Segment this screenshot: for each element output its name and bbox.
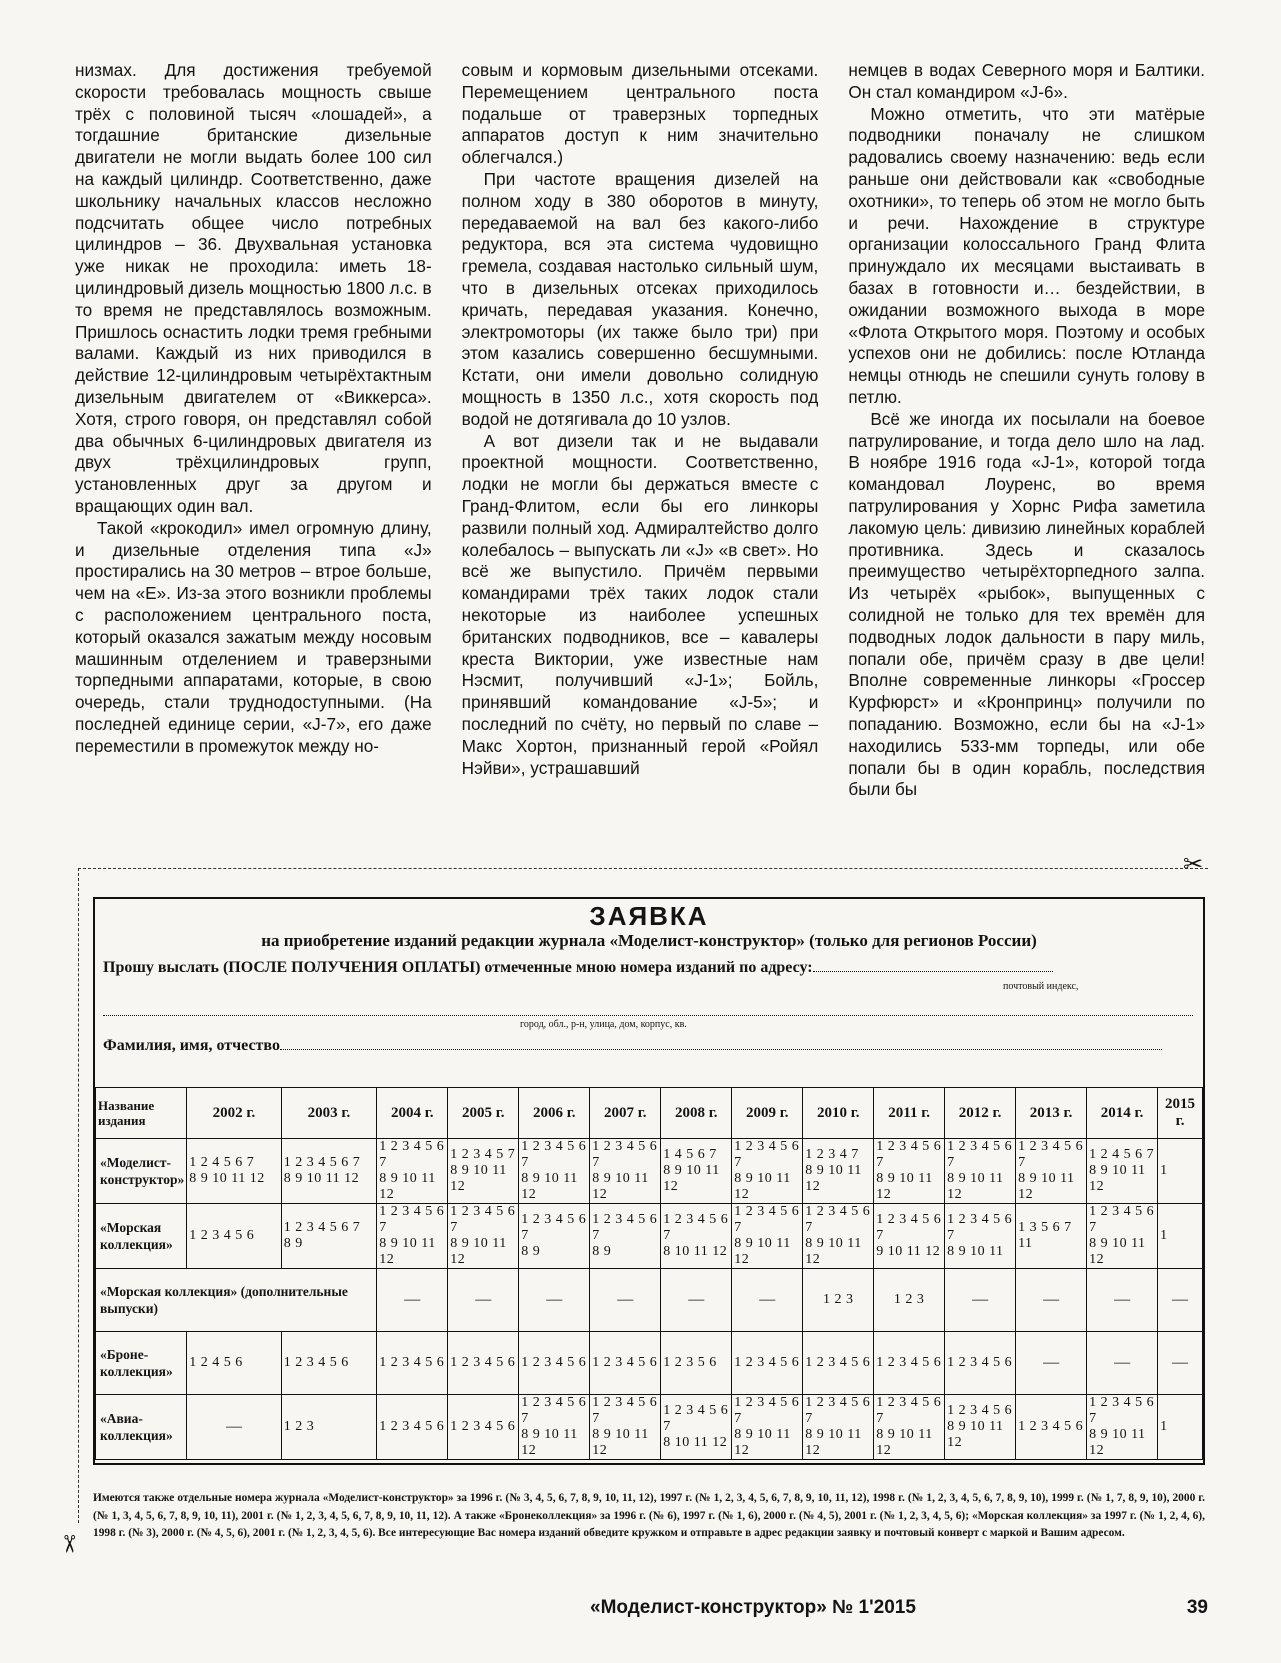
issue-numbers-line: 1 2 3 4 5 6	[379, 1419, 445, 1434]
issue-cell[interactable]	[945, 1269, 1016, 1332]
issue-numbers-line: 1 2 3 4 5 6 7	[1018, 1139, 1084, 1170]
table-row	[96, 1395, 1203, 1460]
issue-numbers-line: 8 10 11 12	[663, 1435, 728, 1450]
row-title: «Морская коллекция» (дополнительные выпуски)	[96, 1269, 377, 1332]
issue-numbers-line: 8 9 10 11 12	[450, 1236, 507, 1267]
issue-cell[interactable]	[803, 1332, 874, 1395]
cut-line-horizontal	[78, 868, 1208, 869]
issue-numbers-line: 8 9 10 11 12	[734, 1171, 791, 1202]
issue-numbers-line: 8 9 10 11 12	[1018, 1171, 1075, 1202]
issue-numbers-line: 8 9 10 11 12	[592, 1171, 649, 1202]
issue-numbers-line: 8 9 10 11 12	[734, 1236, 791, 1267]
issue-numbers-line: 8 9 10 11 12	[734, 1427, 791, 1458]
header-year: 2005 г.	[448, 1088, 519, 1139]
issue-cell[interactable]	[732, 1332, 803, 1395]
issue-numbers-line: 1 2 3 4 5 6 7	[734, 1139, 800, 1170]
postal-hint: почтовый индекс,	[1003, 981, 1079, 992]
issue-cell[interactable]	[448, 1139, 519, 1204]
issue-numbers-line: 1 2 3 4 5 7	[450, 1147, 516, 1162]
scissors-icon: ✂	[55, 1533, 83, 1555]
issue-numbers-line: —	[404, 1291, 421, 1308]
issue-numbers-line: 1 2 3 4 5 6	[379, 1355, 445, 1370]
issue-numbers-line: 1 2 3 4 5 6	[876, 1355, 942, 1370]
table-row	[96, 1204, 1203, 1269]
issue-numbers-line: 1 2 4 5 6	[189, 1355, 243, 1370]
header-year: 2013 г.	[1016, 1088, 1087, 1139]
issue-numbers-line: 8 9 10 11 12	[1089, 1163, 1146, 1194]
issue-numbers-line: 8 9	[283, 1236, 303, 1251]
issue-numbers-line: 1 2 3 4 5 6	[947, 1403, 1013, 1418]
issue-numbers-line: 1 2 3 4 5 6 7	[283, 1220, 361, 1235]
address-field-2[interactable]	[103, 999, 1193, 1016]
header-year: 2010 г.	[803, 1088, 874, 1139]
issue-cell[interactable]	[874, 1269, 945, 1332]
issue-cell[interactable]	[448, 1395, 519, 1460]
address-hint: город, обл., р-н, улица, дом, корпус, кв.	[520, 1019, 687, 1030]
issue-numbers-line: 1 2 3 4 5 6 7	[734, 1395, 800, 1426]
issue-numbers-line: 1 2 3 4 5 6 7	[450, 1204, 516, 1235]
paragraph: А вот дизели так и не выдавали проектной мощности. Соответственно, лодки не могли бы держаться вместе с Гранд-Флитом, если бы его линкоры развили полный ход. Адмиралтейство долго колебалось – выпускать ли «J» «в свет». Но всё же выпустило. Причём первыми командирами трёх таких лодок стали некоторые из наиболее успешных британских подводников, все – кавалеры креста Виктории, уже известные нам Нэсмит, получивший «J-1»; Бойль, принявший командование «J-5»; и последний по счёту, но первый по славе – Макс Хортон, признанный герой «Ройял Нэйви», устрашавший	[461, 430, 819, 778]
issue-cell[interactable]	[590, 1332, 661, 1395]
issue-numbers-line: —	[1114, 1354, 1131, 1371]
header-year: 2006 г.	[519, 1088, 590, 1139]
issue-numbers-line: —	[225, 1418, 242, 1435]
issue-cell[interactable]	[661, 1204, 732, 1269]
header-year: 2003 г.	[281, 1088, 377, 1139]
issue-numbers-line: 1 2 3	[893, 1292, 925, 1307]
issue-numbers-line: 1 2 3 4 5 6	[450, 1355, 516, 1370]
issue-cell[interactable]	[1087, 1204, 1158, 1269]
issue-numbers-line: 9 10 11 12	[876, 1244, 941, 1259]
header-year: 2007 г.	[590, 1088, 661, 1139]
issue-numbers-line: 1 2 3 4 5 6	[521, 1355, 587, 1370]
issue-cell[interactable]	[1087, 1139, 1158, 1204]
issue-numbers-line: —	[1043, 1354, 1060, 1371]
page-number: 39	[1186, 1597, 1208, 1618]
issue-cell[interactable]	[448, 1332, 519, 1395]
header-year: 2011 г.	[874, 1088, 945, 1139]
paragraph: немцев в водах Северного моря и Балтики. Он стал командиром «J-6».	[848, 60, 1206, 102]
issue-numbers-line: 1 2 3 4 5 6 7	[876, 1139, 942, 1170]
paragraph: Можно отметить, что эти матёрые подводники поначалу не слишком радовались своему назначению: ведь если раньше они действовали как «свободные охотники», то теперь об этом не могло быть и речи. Нахождение в структуре организации колоссального Гранд Флита принуждало их месяцами выстаивать в базах в готовности и… бездействии, в ожидании возможного выхода в море «Флота Открытого моря. Поэтому и особых успехов они не добились: после Ютланда немцы отнюдь не спешили сунуть голову в петлю.	[848, 103, 1206, 407]
issue-cell[interactable]	[1016, 1269, 1087, 1332]
issue-cell[interactable]	[1158, 1204, 1203, 1269]
issue-numbers-line: 8 9 10 11 12	[521, 1427, 578, 1458]
header-year: 2002 г.	[187, 1088, 281, 1139]
issue-numbers-line: 8 9 10 11	[947, 1244, 1004, 1259]
issue-cell[interactable]	[281, 1332, 377, 1395]
issue-cell[interactable]	[519, 1139, 590, 1204]
issue-cell[interactable]	[590, 1204, 661, 1269]
issue-cell[interactable]	[732, 1139, 803, 1204]
issue-cell[interactable]	[1158, 1395, 1203, 1460]
issue-numbers-line: 8 9 10 11 12	[592, 1427, 649, 1458]
page-footer	[590, 1597, 1208, 1619]
issue-cell[interactable]	[281, 1395, 377, 1460]
issue-numbers-line: 1 3 5 6 7	[1018, 1220, 1072, 1235]
row-title: «Морская коллекция»	[96, 1204, 187, 1269]
issue-numbers-line: 1 2 3 4 5 6 7	[805, 1395, 871, 1426]
issue-cell[interactable]	[874, 1332, 945, 1395]
issue-cell[interactable]	[519, 1332, 590, 1395]
issue-numbers-line: 8 9 10 11 12	[876, 1171, 933, 1202]
issue-numbers-line: 1 2 3 4 5 6 7	[592, 1139, 658, 1170]
header-year: 2015 г.	[1158, 1088, 1203, 1139]
issue-cell[interactable]	[1087, 1269, 1158, 1332]
issue-cell[interactable]	[803, 1204, 874, 1269]
issue-cell[interactable]	[1158, 1269, 1203, 1332]
issue-cell[interactable]	[377, 1204, 448, 1269]
issue-numbers-line: 8 9 10 11 12	[379, 1171, 436, 1202]
issue-numbers-line: 1 2 3 4 5 6 7	[947, 1212, 1013, 1243]
issue-cell[interactable]	[661, 1139, 732, 1204]
issue-numbers-line: —	[617, 1291, 634, 1308]
issues-table	[95, 1087, 1203, 1460]
issue-cell[interactable]	[519, 1269, 590, 1332]
issue-numbers-line: 1 2 3 4 5 6	[734, 1355, 800, 1370]
row-title: «Моделист-конструктор»	[96, 1139, 187, 1204]
issue-cell[interactable]	[1087, 1395, 1158, 1460]
issue-cell[interactable]	[661, 1395, 732, 1460]
header-year: 2008 г.	[661, 1088, 732, 1139]
issue-numbers-line: 1 2 3 4 5 6 7	[663, 1212, 729, 1243]
issue-numbers-line: 8 9 10 11 12	[663, 1163, 720, 1194]
issue-numbers-line: 1 2 4 5 6 7	[1089, 1147, 1155, 1162]
paragraph: совым и кормовым дизельными отсеками. Перемещением центрального поста подальше от траверзных торпедных аппаратов доступ к ним значительно облегчался.)	[461, 60, 819, 168]
article-column-2	[462, 60, 819, 845]
issue-numbers-line: 1 2 3 4 5 6 7	[805, 1204, 871, 1235]
issue-numbers-line: 1 2 3 4 5 6 7	[521, 1212, 587, 1243]
form-title: ЗАЯВКА	[589, 901, 709, 931]
issue-cell[interactable]	[187, 1395, 281, 1460]
issue-numbers-line: —	[1172, 1354, 1189, 1371]
issue-numbers-line: 8 9 10 11 12	[521, 1171, 578, 1202]
issue-cell[interactable]	[519, 1204, 590, 1269]
issue-numbers-line: 1 2 3 4 5 6	[947, 1355, 1013, 1370]
issue-numbers-line: 1 2 3 4 5 6	[805, 1355, 871, 1370]
scissors-icon: ✂	[1183, 851, 1204, 878]
issue-cell[interactable]	[945, 1332, 1016, 1395]
paragraph: При частоте вращения дизелей на полном ходу в 380 оборотов в минуту, передаваемой на вал без какого-либо редуктора, вся эта система чудовищно гремела, создавая настолько сильный шум, что в дизельных отсеках приходилось кричать, передавая указания. Конечно, электромоторы (их также было три) при этом казались совершенно бесшумными. Кстати, они имели довольно солидную мощность в 1350 л.с., хотя скорость под водой не дотягивала до 10 узлов.	[461, 168, 819, 429]
issue-numbers-line: 8 9	[592, 1244, 612, 1259]
issue-cell[interactable]	[945, 1395, 1016, 1460]
issue-numbers-line: 8 9 10 11 12	[450, 1163, 507, 1194]
issue-numbers-line: 1 2 3 4 5 6 7	[592, 1395, 658, 1426]
issue-cell[interactable]	[590, 1269, 661, 1332]
issue-cell[interactable]	[519, 1395, 590, 1460]
issue-cell[interactable]	[281, 1204, 377, 1269]
issue-numbers-line: 1 2 3 4 5 6 7	[947, 1139, 1013, 1170]
issue-cell[interactable]	[945, 1139, 1016, 1204]
row-title: «Броне-коллекция»	[96, 1332, 187, 1395]
issue-numbers-line: 11	[1018, 1236, 1033, 1251]
request-label: Прошу выслать (ПОСЛЕ ПОЛУЧЕНИЯ ОПЛАТЫ) отмеченные мною номера изданий по адресу:	[103, 959, 813, 976]
issue-cell[interactable]	[377, 1269, 448, 1332]
issue-numbers-line: 1 2 3 4 5 6 7	[663, 1403, 729, 1434]
issue-cell[interactable]	[1016, 1204, 1087, 1269]
table-row	[96, 1139, 1203, 1204]
issue-cell[interactable]	[732, 1269, 803, 1332]
issue-numbers-line: 1	[1160, 1163, 1168, 1178]
issue-numbers-line: 1	[1160, 1228, 1168, 1243]
issue-cell[interactable]	[448, 1204, 519, 1269]
journal-issue: «Моделист-конструктор» № 1'2015	[590, 1597, 916, 1618]
issue-numbers-line: 8 9 10 11 12	[805, 1163, 862, 1194]
header-name: Название издания	[96, 1088, 187, 1139]
issue-numbers-line: 8 10 11 12	[663, 1244, 728, 1259]
issue-numbers-line: 1	[1160, 1419, 1168, 1434]
issue-cell[interactable]	[1158, 1332, 1203, 1395]
footnote: Имеются также отдельные номера журнала «Моделист-конструктор» за 1996 г. (№ 3, 4, 5, 6, 7, 8, 9, 10, 11, 12), 1997 г. (№ 1, 2, 3, 4, 5, 6, 7, 8, 9, 10, 11, 12), 1998 г. (№ 1, 2, 3, 4, 5, 6, 7, 8, 9, 10), 1999 г. (№ 1, 7, 8, 9, 10), 2000 г. (№ 1, 3, 4, 5, 6, 7, 8, 9, 10, 11), 2001 г. (№ 1, 2, 3, 4, 5, 6, 7, 8, 9, 10, 11, 12). А также «Бронеколлекция» за 1996 г. (№ 6), 1997 г. (№ 1, 6), 2000 г. (№ 4, 5), 2001 г. (№ 1, 2, 3, 4, 5, 6); «Морская коллекция» за 1997 г. (№ 1, 2, 4, 6), 1998 г. (№ 3), 2000 г. (№ 4, 5, 6), 2001 г. (№ 1, 2, 3, 4, 5, 6). Все интересующие Вас номера изданий обведите кружком и отправьте в адрес редакции заявку и почтовый конверт с маркой и Вашим адресом.	[93, 1492, 1205, 1539]
issue-numbers-line: 8 9 10 11 12	[1089, 1236, 1146, 1267]
issue-cell[interactable]	[874, 1139, 945, 1204]
issue-cell[interactable]	[803, 1395, 874, 1460]
issue-numbers-line: 8 9 10 11 12	[876, 1427, 933, 1458]
issue-cell[interactable]	[1016, 1395, 1087, 1460]
issue-numbers-line: 1 2 4 5 6 7	[189, 1155, 255, 1170]
issue-numbers-line: 1 2 3 4 5 6 7	[379, 1139, 445, 1170]
form-subtitle: на приобретение изданий редакции журнала «Моделист-конструктор» (только для регионов России)	[261, 931, 1037, 950]
issue-cell[interactable]	[377, 1139, 448, 1204]
issue-numbers-line: 1 2 3 4 5 6	[1018, 1419, 1084, 1434]
issue-numbers-line: —	[546, 1291, 563, 1308]
table-row	[96, 1269, 1203, 1332]
issue-numbers-line: 1 2 3 4 5 6 7	[521, 1139, 587, 1170]
issue-cell[interactable]	[661, 1332, 732, 1395]
issue-cell[interactable]	[803, 1269, 874, 1332]
cut-line-vertical	[78, 868, 79, 1523]
issue-cell[interactable]	[377, 1332, 448, 1395]
issue-cell[interactable]	[590, 1139, 661, 1204]
issue-numbers-line: 1 2 3 4 5 6	[189, 1228, 255, 1243]
issue-numbers-line: 1 2 3	[283, 1419, 315, 1434]
issue-numbers-line: —	[1172, 1291, 1189, 1308]
article-column-1	[75, 60, 432, 845]
issue-cell[interactable]	[187, 1139, 281, 1204]
issue-cell[interactable]	[187, 1332, 281, 1395]
issue-numbers-line: 8 9 10 11 12	[947, 1171, 1004, 1202]
header-year: 2014 г.	[1087, 1088, 1158, 1139]
issue-cell[interactable]	[187, 1204, 281, 1269]
article-column-3	[848, 60, 1205, 845]
issue-cell[interactable]	[732, 1395, 803, 1460]
issue-numbers-line: 1 2 3 4 5 6	[450, 1419, 516, 1434]
issue-numbers-line: 1 2 3 4 5 6 7	[521, 1395, 587, 1426]
issue-cell[interactable]	[1016, 1332, 1087, 1395]
article-columns	[75, 60, 1205, 845]
paragraph: низмах. Для достижения требуемой скорости требовалась мощность свыше трёх с половиной тысяч «лошадей», а тогдашние британские дизельные двигатели не могли выдать более 100 сил на каждый цилиндр. Соответственно, даже школьнику начальных классов несложно подсчитать общее число потребных цилиндров – 36. Двухвальная установка уже никак не проходила: иметь 18-цилиндровый дизель мощностью 1800 л.с. в то время не представлялось возможным. Пришлось оснастить лодки тремя гребными валами. Каждый из них приводился в действие 12-цилиндровым четырёхтактным дизельным двигателем от «Виккерса». Хотя, строго говоря, он представлял собой два обычных 6-цилиндровых двигателя из двух трёхцилиндровых групп, установленных друг за другом и вращающих один вал.	[75, 60, 432, 516]
issue-cell[interactable]	[377, 1395, 448, 1460]
issue-cell[interactable]	[661, 1269, 732, 1332]
name-label: Фамилия, имя, отчество	[103, 1037, 280, 1054]
issue-numbers-line: 1 2 3 4 5 6	[283, 1355, 349, 1370]
issue-cell[interactable]	[732, 1204, 803, 1269]
issue-numbers-line: —	[1114, 1291, 1131, 1308]
order-form	[93, 897, 1205, 1465]
address-line-2	[95, 999, 1203, 1033]
issue-numbers-line: 1 2 3 4 5 6 7	[379, 1204, 445, 1235]
issue-cell[interactable]	[803, 1139, 874, 1204]
issue-numbers-line: 1 2 3	[823, 1292, 854, 1307]
issue-numbers-line: —	[475, 1291, 492, 1308]
name-field[interactable]	[280, 1049, 1162, 1050]
address-line	[95, 959, 1203, 999]
issue-numbers-line: 1 4 5 6 7	[663, 1147, 717, 1162]
issue-cell[interactable]	[945, 1204, 1016, 1269]
issue-numbers-line: 1 2 3 4 5 6 7	[734, 1204, 800, 1235]
paragraph: Всё же иногда их посылали на боевое патрулирование, и тогда дело шло на лад. В ноябре 1916 года «J-1», которой тогда командовал Лоуренс, во время патрулирования у Хорнс Рифа заметила лакомую цель: дивизию линейных кораблей противника. Здесь и сказалось преимущество четырёхторпедного залпа. Из четырёх «рыбок», выпущенных с солидной не только для тех времён для подводных лодок дальности в пару миль, попали обе, причём сразу в две цели! Вполне современные линкоры «Гроссер Курфюрст» и «Кронпринц» получили по попаданию. Возможно, если бы на «J-1» находились 533-мм торпеды, или обе попали бы в один корабль, последствия были бы	[848, 408, 1206, 800]
issue-cell[interactable]	[874, 1395, 945, 1460]
issue-numbers-line: 1 2 3 5 6	[663, 1355, 717, 1370]
paragraph: Такой «крокодил» имел огромную длину, и дизельные отделения типа «J» простирались на 30 метров – втрое больше, чем на «Е». Из-за этого возникли проблемы с расположением центрального поста, который оказался зажатым между носовым машинным отделением и траверзными торпедными аппаратами, которые, в свою очередь, стали труднодоступными. (На последней единице серии, «J-7», его даже переместили в промежуток между но-	[75, 517, 432, 756]
table-row	[96, 1332, 1203, 1395]
name-line	[95, 1033, 1203, 1067]
issue-numbers-line: 1 2 3 4 7	[805, 1147, 859, 1162]
issue-numbers-line: 1 2 3 4 5 6 7	[1089, 1395, 1155, 1426]
issue-numbers-line: —	[972, 1291, 989, 1308]
issue-numbers-line: 1 2 3 4 5 6 7	[876, 1212, 942, 1243]
issue-cell[interactable]	[448, 1269, 519, 1332]
issue-numbers-line: 1 2 3 4 5 6	[592, 1355, 658, 1370]
issue-numbers-line: 1 2 3 4 5 6 7	[283, 1155, 361, 1170]
header-year: 2004 г.	[377, 1088, 448, 1139]
issue-cell[interactable]	[1016, 1139, 1087, 1204]
issue-numbers-line: 8 9 10 11 12	[379, 1236, 436, 1267]
issue-numbers-line: —	[1043, 1291, 1060, 1308]
header-year: 2009 г.	[732, 1088, 803, 1139]
issue-cell[interactable]	[590, 1395, 661, 1460]
issue-cell[interactable]	[281, 1139, 377, 1204]
address-field[interactable]	[813, 971, 1053, 972]
issue-numbers-line: 1 2 3 4 5 6 7	[592, 1212, 658, 1243]
issue-numbers-line: 8 9 10 11 12	[805, 1427, 862, 1458]
issue-cell[interactable]	[1158, 1139, 1203, 1204]
issue-numbers-line: 8 9 10 11 12	[189, 1171, 265, 1186]
issue-numbers-line: —	[759, 1291, 776, 1308]
table-header-row	[96, 1088, 1203, 1139]
issue-numbers-line: —	[688, 1291, 705, 1308]
issue-numbers-line: 8 9 10 11 12	[1089, 1427, 1146, 1458]
issue-numbers-line: 8 9	[521, 1244, 541, 1259]
issue-cell[interactable]	[874, 1204, 945, 1269]
issue-numbers-line: 8 9 10 11 12	[805, 1236, 862, 1267]
row-title: «Авиа-коллекция»	[96, 1395, 187, 1460]
issue-numbers-line: 8 9 10 11 12	[283, 1171, 360, 1186]
issue-numbers-line: 1 2 3 4 5 6 7	[876, 1395, 942, 1426]
issue-cell[interactable]	[1087, 1332, 1158, 1395]
header-year: 2012 г.	[945, 1088, 1016, 1139]
issue-numbers-line: 8 9 10 11 12	[947, 1419, 1004, 1450]
issue-numbers-line: 1 2 3 4 5 6 7	[1089, 1204, 1155, 1235]
